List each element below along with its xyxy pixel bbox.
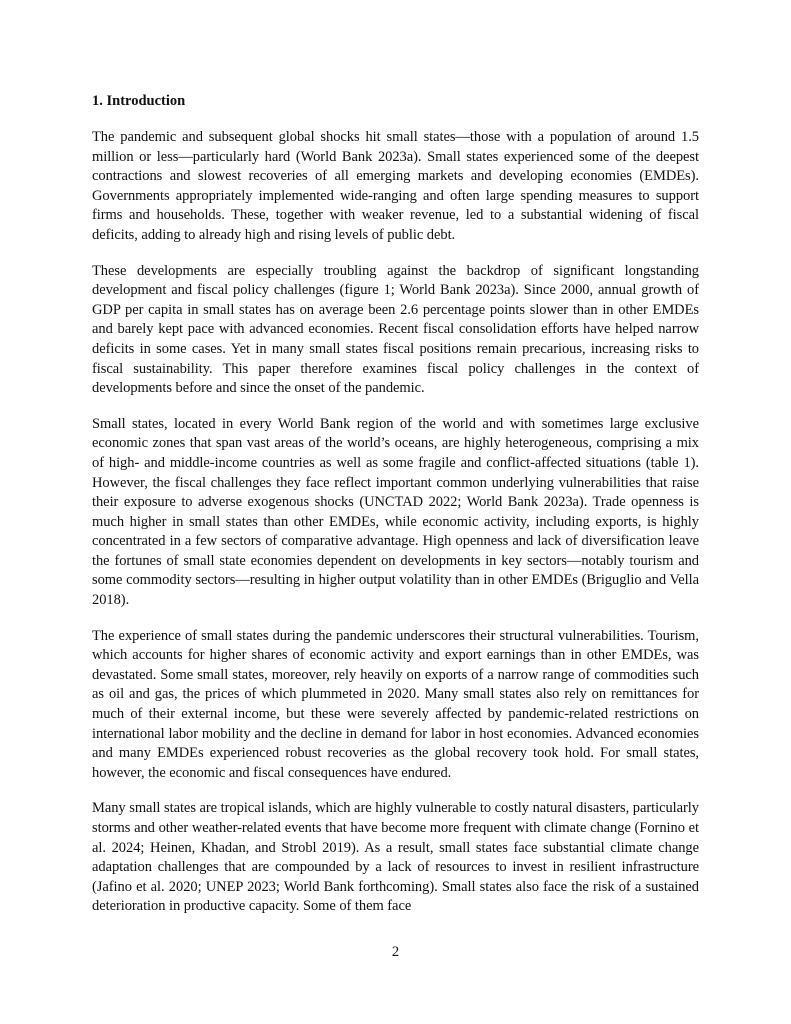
document-page <box>92 92 699 933</box>
paragraph-1: The pandemic and subsequent global shocks hit small states—those with a population of around 1.5 million or less—particularly hard (World Bank 2023a). Small states experienced some of the deepest contractions and slowest recoveries of all emerging markets and developing economies (EMDEs). Governments appropriately implemented wide-ranging and often large spending measures to support firms and households. These, together with weaker revenue, led to a substantial widening of fiscal deficits, adding to already high and rising levels of public debt. <box>92 129 699 243</box>
paragraph-2: These developments are especially troubling against the backdrop of significant longstanding development and fiscal policy challenges (figure 1; World Bank 2023a). Since 2000, annual growth of GDP per capita in small states has on average been 2.6 percentage points slower than in other EMDEs and barely kept pace with advanced economies. Recent fiscal consolidation efforts have helped narrow deficits in some cases. Yet in many small states fiscal positions remain precarious, increasing risks to fiscal sustainability. This paper therefore examines fiscal policy challenges in the context of developments before and since the onset of the pandemic. <box>92 262 699 397</box>
paragraph-3: Small states, located in every World Bank region of the world and with sometimes large exclusive economic zones that span vast areas of the world’s oceans, are highly heterogeneous, comprising a mix of high- and middle-income countries as well as some fragile and conflict-affected situations (table 1). However, the fiscal challenges they face reflect important common underlying vulnerabilities that raise their exposure to adverse exogenous shocks (UNCTAD 2022; World Bank 2023a). Trade openness is much higher in small states than other EMDEs, while economic activity, including exports, is highly concentrated in a few sectors of comparative advantage. High openness and lack of diversification leave the fortunes of small state economies dependent on developments in key sectors—notably tourism and some commodity sectors—resulting in higher output volatility than in other EMDEs (Briguglio and Vella 2018). <box>92 415 699 609</box>
paragraph-4: The experience of small states during the pandemic underscores their structural vulnerabilities. Tourism, which accounts for higher shares of economic activity and export earnings than in other EMDEs, was devastated. Some small states, moreover, rely heavily on exports of a narrow range of commodities such as oil and gas, the prices of which plummeted in 2020. Many small states also rely on remittances for much of their external income, but these were severely affected by pandemic-related restrictions on international labor mobility and the decline in demand for labor in host economies. Advanced economies and many EMDEs experienced robust recoveries as the global recovery took hold. For small states, however, the economic and fiscal consequences have endured. <box>92 627 699 781</box>
page-number: 2 <box>391 944 400 960</box>
paragraph-5: Many small states are tropical islands, which are highly vulnerable to costly natural disasters, particularly storms and other weather-related events that have become more frequent with climate change (Fornino et al. 2024; Heinen, Khadan, and Strobl 2019). As a result, small states face substantial climate change adaptation challenges that are compounded by a lack of resources to invest in resilient infrastructure (Jafino et al. 2020; UNEP 2023; World Bank forthcoming). Small states also face the risk of a sustained deterioration in productive capacity. Some of them face <box>92 800 699 915</box>
section-heading: 1. Introduction <box>92 93 186 109</box>
